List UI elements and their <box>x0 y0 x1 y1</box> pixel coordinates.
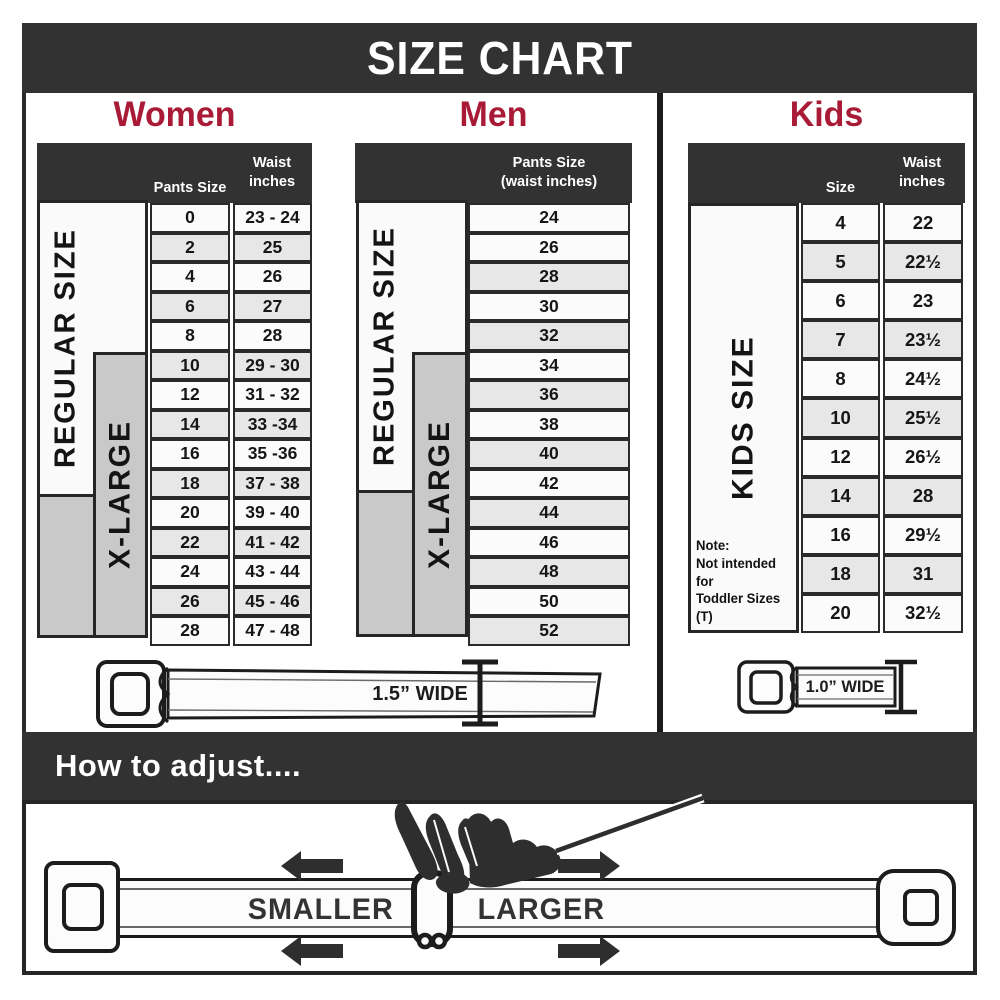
women-waist-header: Waist inches <box>248 154 296 190</box>
size-cell: 4 <box>801 203 880 242</box>
waist-cell: 23½ <box>883 320 963 359</box>
men-size-table <box>468 203 630 646</box>
pants-size-cell: 0 <box>150 203 230 233</box>
men-section-title: Men <box>459 95 528 134</box>
women-table-row <box>150 321 312 351</box>
women-table-row <box>150 292 312 322</box>
pants-size-cell: 42 <box>468 469 630 499</box>
pants-size-cell: 14 <box>150 410 230 440</box>
pants-size-cell: 44 <box>468 498 630 528</box>
waist-cell: 45 - 46 <box>233 587 312 617</box>
kids-size-table <box>801 203 963 633</box>
pants-size-cell: 20 <box>150 498 230 528</box>
pants-size-cell: 32 <box>468 321 630 351</box>
kids-table-row <box>801 359 963 398</box>
pants-size-cell: 28 <box>150 616 230 646</box>
waist-cell: 33 -34 <box>233 410 312 440</box>
arrow-right-icon <box>558 851 620 881</box>
kids-table-row <box>801 203 963 242</box>
waist-cell: 32½ <box>883 594 963 633</box>
kids-table-row <box>801 438 963 477</box>
waist-cell: 31 - 32 <box>233 380 312 410</box>
kids-table-row <box>801 516 963 555</box>
buckle-button <box>112 674 148 714</box>
belt-cord <box>556 798 703 851</box>
women-table-row <box>150 203 312 233</box>
size-cell: 16 <box>801 516 880 555</box>
how-to-adjust-heading: How to adjust.... <box>55 748 302 783</box>
kids-belt-width-label: 1.0” WIDE <box>805 678 885 696</box>
men-table-row <box>468 321 630 351</box>
pants-size-cell: 16 <box>150 439 230 469</box>
pants-size-cell: 18 <box>150 469 230 499</box>
pants-size-cell: 40 <box>468 439 630 469</box>
size-cell: 6 <box>801 281 880 320</box>
women-section-title: Women <box>113 95 236 134</box>
women-table-row <box>150 616 312 646</box>
waist-cell: 28 <box>883 477 963 516</box>
smaller-label: SMALLER <box>247 893 394 926</box>
women-table-row <box>150 587 312 617</box>
women-table-header <box>37 143 312 203</box>
size-cell: 20 <box>801 594 880 633</box>
men-table-row <box>468 469 630 499</box>
kids-table-row <box>801 242 963 281</box>
pants-size-cell: 10 <box>150 351 230 381</box>
women-table-row <box>150 557 312 587</box>
men-regular-size-label: REGULAR SIZE <box>368 226 401 467</box>
adult-belt-width-label: 1.5” WIDE <box>372 683 468 705</box>
pants-size-cell: 24 <box>468 203 630 233</box>
pants-size-cell: 26 <box>468 233 630 263</box>
waist-cell: 37 - 38 <box>233 469 312 499</box>
men-table-row <box>468 557 630 587</box>
men-table-row <box>468 410 630 440</box>
waist-cell: 23 <box>883 281 963 320</box>
waist-cell: 43 - 44 <box>233 557 312 587</box>
kids-waist-header: Waist inches <box>898 154 946 190</box>
women-size-table <box>150 203 312 646</box>
adjuster-loop <box>419 935 431 947</box>
pants-size-cell: 2 <box>150 233 230 263</box>
waist-cell: 39 - 40 <box>233 498 312 528</box>
women-table-row <box>150 233 312 263</box>
pants-size-cell: 48 <box>468 557 630 587</box>
women-table-row <box>150 528 312 558</box>
size-cell: 12 <box>801 438 880 477</box>
buckle-button <box>751 672 781 703</box>
waist-cell: 47 - 48 <box>233 616 312 646</box>
women-table-row <box>150 410 312 440</box>
page-title: SIZE CHART <box>366 32 633 84</box>
arrow-right-icon <box>558 936 620 966</box>
kids-panel-divider <box>657 93 663 732</box>
men-table-row <box>468 616 630 646</box>
men-table-row <box>468 262 630 292</box>
men-table-row <box>468 203 630 233</box>
kids-table-row <box>801 594 963 633</box>
adjust-overlay-graphics <box>22 780 977 975</box>
kids-section-title: Kids <box>789 95 864 134</box>
pants-size-cell: 24 <box>150 557 230 587</box>
waist-cell: 24½ <box>883 359 963 398</box>
pants-size-cell: 6 <box>150 292 230 322</box>
larger-label: LARGER <box>477 893 605 926</box>
kids-table-row <box>801 555 963 594</box>
waist-cell: 26½ <box>883 438 963 477</box>
pants-size-cell: 26 <box>150 587 230 617</box>
waist-cell: 26 <box>233 262 312 292</box>
adjuster-loop <box>433 935 445 947</box>
waist-cell: 23 - 24 <box>233 203 312 233</box>
title-band <box>22 23 977 93</box>
waist-cell: 29 - 30 <box>233 351 312 381</box>
pants-size-cell: 4 <box>150 262 230 292</box>
pants-size-cell: 34 <box>468 351 630 381</box>
women-table-row <box>150 262 312 292</box>
kids-table-row <box>801 281 963 320</box>
waist-cell: 28 <box>233 321 312 351</box>
men-xlarge-label: X-LARGE <box>423 420 456 569</box>
waist-cell: 41 - 42 <box>233 528 312 558</box>
waist-cell: 25 <box>233 233 312 263</box>
waist-cell: 22½ <box>883 242 963 281</box>
pants-size-cell: 46 <box>468 528 630 558</box>
women-regular-size-label: REGULAR SIZE <box>49 228 82 469</box>
men-table-row <box>468 380 630 410</box>
pants-size-cell: 36 <box>468 380 630 410</box>
kids-size-box <box>688 203 799 633</box>
size-cell: 14 <box>801 477 880 516</box>
women-xlarge-label: X-LARGE <box>103 420 137 570</box>
pants-size-cell: 50 <box>468 587 630 617</box>
kids-size-side-label: KIDS SIZE <box>726 335 760 501</box>
waist-cell: 27 <box>233 292 312 322</box>
arrow-left-icon <box>281 936 343 966</box>
pants-size-cell: 28 <box>468 262 630 292</box>
arrow-left-icon <box>281 851 343 881</box>
waist-cell: 35 -36 <box>233 439 312 469</box>
men-table-row <box>468 587 630 617</box>
men-table-row <box>468 233 630 263</box>
pants-size-cell: 12 <box>150 380 230 410</box>
waist-cell: 29½ <box>883 516 963 555</box>
waist-cell: 22 <box>883 203 963 242</box>
pants-size-cell: 52 <box>468 616 630 646</box>
women-table-row <box>150 351 312 381</box>
kids-table-header <box>688 143 965 203</box>
men-table-row <box>468 351 630 381</box>
kids-note: Note: Not intended for Toddler Sizes (T) <box>696 537 781 625</box>
women-pants-size-header: Pants Size <box>153 179 227 197</box>
size-cell: 8 <box>801 359 880 398</box>
women-table-row <box>150 380 312 410</box>
men-xlarge-box <box>412 352 468 637</box>
kids-table-row <box>801 320 963 359</box>
waist-cell: 25½ <box>883 398 963 437</box>
size-cell: 18 <box>801 555 880 594</box>
men-table-header <box>355 143 632 203</box>
kids-size-header: Size <box>825 179 856 197</box>
women-table-row <box>150 469 312 499</box>
size-cell: 7 <box>801 320 880 359</box>
pants-size-cell: 38 <box>468 410 630 440</box>
men-pants-size-header: Pants Size (waist inches) <box>500 154 598 190</box>
women-xlarge-box <box>93 352 148 638</box>
women-table-row <box>150 498 312 528</box>
men-table-row <box>468 528 630 558</box>
men-table-row <box>468 292 630 322</box>
kids-table-row <box>801 398 963 437</box>
size-cell: 5 <box>801 242 880 281</box>
pants-size-cell: 22 <box>150 528 230 558</box>
size-cell: 10 <box>801 398 880 437</box>
pants-size-cell: 8 <box>150 321 230 351</box>
men-table-row <box>468 439 630 469</box>
kids-table-row <box>801 477 963 516</box>
pants-size-cell: 30 <box>468 292 630 322</box>
men-table-row <box>468 498 630 528</box>
women-table-row <box>150 439 312 469</box>
waist-cell: 31 <box>883 555 963 594</box>
